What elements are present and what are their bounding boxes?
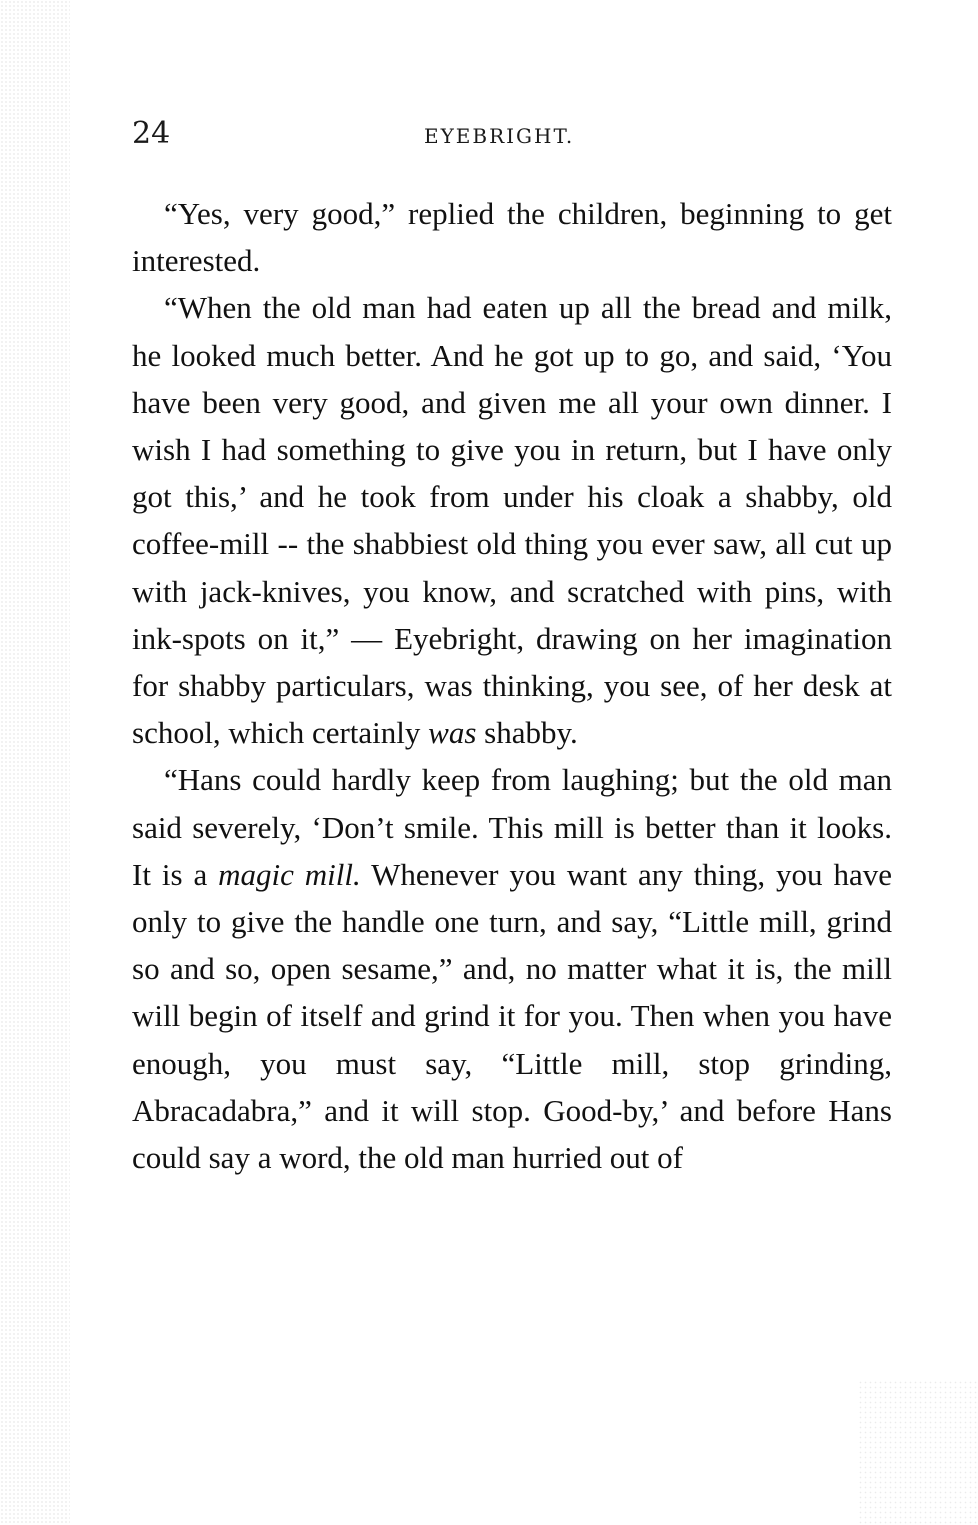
running-head — [132, 112, 892, 156]
paragraph-1 — [132, 190, 892, 284]
scan-edge-texture — [0, 0, 70, 1525]
text-segment: “Hans could hardly keep from laughing; but the old man said severely, ‘Don’t smile. This mill is better than it looks. It is a — [132, 762, 892, 892]
page-number: 24 — [132, 116, 171, 151]
italic-word: was — [428, 715, 477, 751]
text-segment: “Yes, very good,” replied the children, beginning to get interested. — [132, 196, 892, 279]
paragraph-3 — [132, 756, 892, 1181]
scan-corner-texture — [858, 1380, 978, 1525]
paragraph-2 — [132, 284, 892, 756]
text-segment: Whenever you want any thing, you have only to give the handle one turn, and say, “Little mill, grind so and so, open sesame,” and, no matter what it is, the mill will begin of itself and grind it for you. Then when you have enough, you must say, “Little mill, stop grinding, Abracadabra,” and it will stop. Good-by,’ and before Hans could say a word, the old man hurried out of — [132, 856, 892, 1176]
running-title: EYEBRIGHT. — [424, 124, 575, 148]
italic-phrase: magic mill. — [218, 856, 361, 892]
body-text — [132, 190, 892, 1181]
text-segment: “When the old man had eaten up all the bread and milk, he looked much better. And he got up to go, and said, ‘You have been very good, and given me all your own dinner. I wish I had something to give you in return, but I have only got this,’ and he took from under his cloak a shabby, old coffee-mill -- the shabbiest old thing you ever saw, all cut up with jack-knives, you know, and scratched with pins, with ink-spots on it,” — Eyebright, drawing on her imagination for shabby particulars, was thinking, you see, of her desk at school, which certainly — [132, 290, 892, 751]
text-segment: shabby. — [476, 715, 578, 751]
